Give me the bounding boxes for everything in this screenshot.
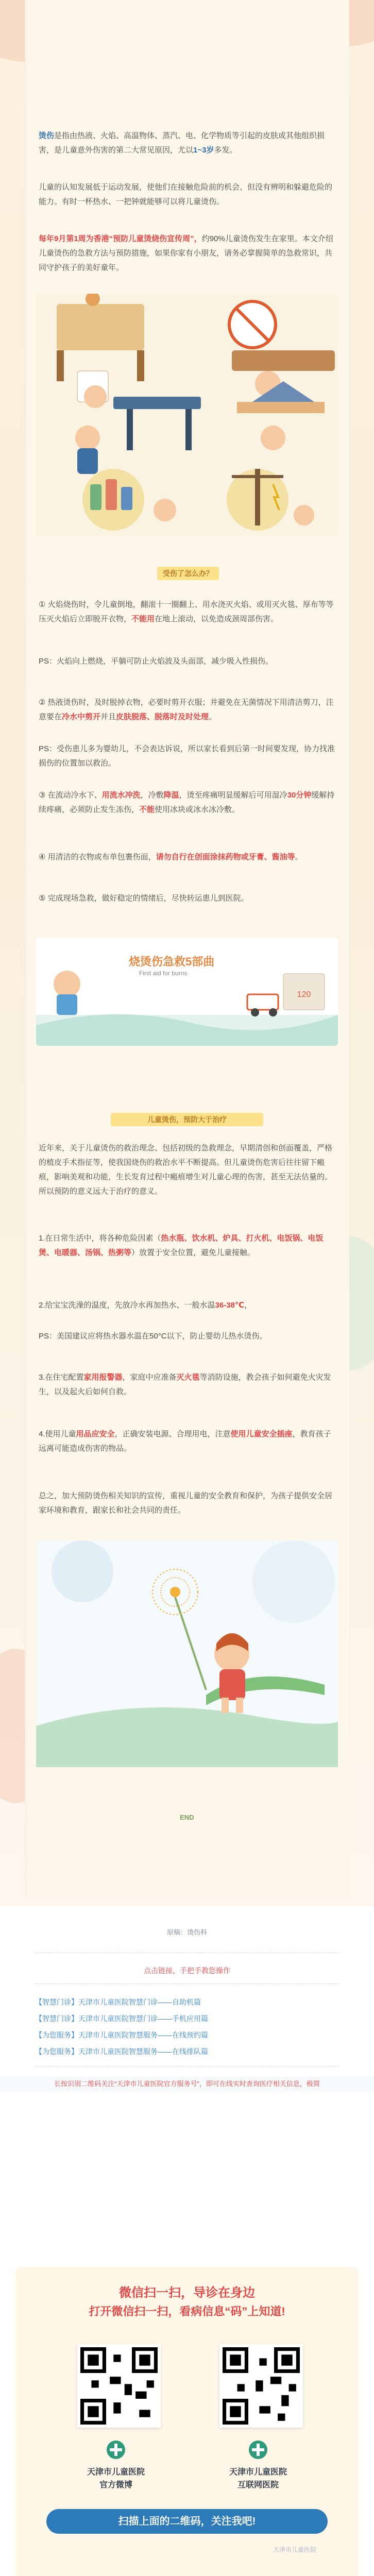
qr-pattern — [80, 2347, 158, 2425]
prev1-highlight: 热水瓶、饮水机、炉具、打火机、电饭锅、电饭煲、电暖器、汤锅、热粥等 — [39, 1234, 324, 1257]
step1-warning: 不能用 — [131, 615, 155, 623]
step4-warning: 请勿自行在创面涂抹药物或牙膏、酱油等 — [156, 853, 295, 861]
qr-label-left-2: 官方微博 — [99, 2481, 132, 2489]
qr-pattern — [223, 2347, 300, 2425]
prev3-mid: ，家庭中应准备 — [122, 1373, 177, 1382]
prev2-tail: ， — [244, 1301, 252, 1310]
first-aid-ps-1: PS：火焰向上燃烧，平躺可防止火焰波及头面部，减少吸入性损伤。 — [39, 657, 274, 666]
intro-paragraph-3 — [39, 232, 336, 275]
prev2-text: 2.给宝宝洗澡的温度，先放冷水再加热水、一般水温 — [39, 1301, 215, 1310]
prev3-highlight-a: 家用报警器 — [83, 1373, 123, 1382]
intro-tail: 多发。 — [214, 146, 237, 155]
step3-tail: 使用冰块或冰水冰冷敷。 — [155, 805, 240, 814]
first-aid-step-4 — [39, 850, 336, 865]
intro-text: 是指由热液、火焰、高温物体、蒸汽、电、化学物质等引起的皮肤或其他组织损害，是儿童意外伤害的第二大常见原因，尤以 — [39, 131, 325, 155]
section-title-first-aid: 受伤了怎么办？ — [157, 567, 219, 580]
prev3-highlight-b: 灭火毯 — [176, 1373, 200, 1382]
prev3-text: 3.在住宅配置 — [39, 1373, 84, 1382]
first-aid-banner — [36, 938, 338, 1046]
section-title-prevention: 儿童烫伤，预防大于治疗 — [111, 1113, 263, 1126]
prevention-step-3 — [39, 1370, 336, 1399]
qr-label-left-1: 天津市儿童医院 — [87, 2468, 145, 2477]
prevention-step-2 — [39, 1298, 336, 1313]
related-link-3[interactable]: 【为您服务】天津市儿童医院智慧服务——在线预约篇 — [35, 2031, 208, 2039]
step3-highlight-a: 用流水冲洗 — [101, 791, 141, 800]
intro-campaign: 每年9月第1周为香港“预防儿童烫烧伤宣传周”， — [39, 234, 202, 243]
intro-paragraph-2: 儿童的认知发展低于运动发展，使他们在接触危险前的机会、但没有辨明和躲避危险的能力。有时一杯热水、一把钟就能够可以将儿童烫伤。 — [39, 183, 333, 206]
prevention-intro: 近年来，关于儿童烫伤的救治理念、包括初级的急救理念，早期清创和创面覆盖，严格的植皮手术指征等，使我国烧伤的救治水平不断提高。但儿童烫伤危害后往往留下瘢痕，影响美观和功能，生长发育过程中瘢痕增生对儿童心理的伤害，甚至无法估量的。所以预防的意义远大于治疗的意义。 — [39, 1144, 333, 1196]
article-source: 原稿：烫伤科 — [166, 1928, 207, 1936]
scan-cta-banner: 扫描上面的二维码，关注我吧! — [46, 2509, 328, 2534]
step1-tail: 在地上滚动，以免造成颈周部伤害。 — [155, 615, 279, 623]
qr-section — [15, 2267, 359, 2576]
card-shadow — [25, 0, 28, 1896]
step2-tail: 。 — [209, 713, 217, 721]
intro-campaign-text: 约90%儿童烫伤发生在家里。本文介绍儿童烫伤的急救方法与预防措施，如果你家有小朋友，请务必掌握简单的急救常识，共同守护孩子的美好童年。 — [39, 234, 333, 272]
step3-warning: 不能 — [139, 805, 155, 814]
step2-text: ② 热液烫伤时，及时脱掉衣物，必要时剪开衣服；并避免在无菌情况下用清洁剪刀，注意要在 — [39, 698, 334, 721]
related-link-4[interactable]: 【为您服务】天津市儿童医院智慧服务——在线排队篇 — [35, 2047, 208, 2056]
prev1-tail: ）放置于安全位置，避免儿童接触。 — [131, 1248, 256, 1257]
prev4-highlight-a: 用品应安全 — [76, 1430, 115, 1438]
svg-text:120: 120 — [297, 990, 311, 999]
qr-label-right-2: 互联网医院 — [237, 2481, 279, 2489]
end-label: END — [180, 1814, 194, 1821]
prevention-step-4 — [39, 1427, 336, 1456]
prev2-temperature: 36-38℃ — [215, 1301, 245, 1310]
intro-paragraph-1 — [39, 129, 336, 158]
prev4-tail: ，教育孩子远离可能造成伤害的物品。 — [39, 1430, 331, 1453]
first-aid-step-2 — [39, 696, 336, 724]
prev1-text: 1.在日常生活中，将各种危险因素（ — [39, 1234, 161, 1243]
step3-mid2: 缓解持续疼痛，必须防止发生冻伤， — [39, 791, 335, 814]
hazard-illustration-grid — [36, 294, 338, 536]
related-link-2[interactable]: 【智慧门诊】天津市儿童医院智慧门诊——手机应用篇 — [35, 2014, 208, 2023]
qr-label-right-1: 天津市儿童医院 — [229, 2468, 287, 2477]
banner-title: 烧烫伤急救5部曲 — [129, 955, 215, 968]
qr-headline-2: 打开微信扫一扫，看病信息“码”上知道! — [89, 2305, 285, 2318]
prevention-ps-2: PS：美国建议应将热水器水温在50°C以下，防止婴幼儿热水烫伤。 — [39, 1332, 267, 1341]
prev4-text: 4.使用儿童 — [39, 1430, 76, 1438]
intro-age: 1~3岁 — [193, 146, 214, 155]
related-links — [35, 1994, 339, 2060]
prevention-step-1 — [39, 1231, 336, 1260]
step3-duration: 30分钟 — [287, 791, 312, 800]
girl-dandelion-illustration — [36, 1540, 338, 1767]
first-aid-step-3 — [39, 788, 336, 817]
first-aid-step-5: ⑤ 完成现场急救，做好稳定的情绪后，尽快转运患儿到医院。 — [39, 894, 249, 903]
step3-highlight-b: 降温 — [163, 791, 179, 800]
related-link-1[interactable]: 【智慧门诊】天津市儿童医院智慧门诊——自助机篇 — [35, 1998, 201, 2006]
step4-tail: 。 — [295, 853, 303, 861]
prev4-mid: ，正确安装电源、合理用电，注意 — [114, 1430, 231, 1438]
first-aid-step-1 — [39, 598, 336, 626]
step3-text: ③ 在流动冷水下、 — [39, 791, 102, 800]
step3-mid: ，烫至疼痛明显缓解后可用湿冷 — [179, 791, 287, 800]
qr-code-weibo[interactable] — [77, 2344, 161, 2428]
intro-lead: 烫伤 — [39, 131, 55, 140]
prev4-highlight-b: 使用儿童安全插座 — [230, 1430, 293, 1438]
hospital-logo-icon — [248, 2439, 268, 2460]
watermark: 天津市儿童医院 — [273, 2546, 317, 2553]
qr-headline-1: 微信扫一扫，导诊在身边 — [119, 2286, 255, 2300]
step2-highlight-a: 冷水中剪开 — [62, 713, 101, 721]
banner-subtitle: First aid for burns — [139, 970, 188, 977]
step1-text: ① 火焰烧伤时，令儿童倒地，翻滚十一圈翻上、用水浇灭火焰、或用灭火毯、厚布等等压灭火焰后立即脱开衣物， — [39, 600, 334, 623]
step4-text: ④ 用清洁的衣物或布单包裹伤面， — [39, 853, 156, 861]
step3-joiner: ，冷敷 — [140, 791, 164, 800]
prevention-closing: 总之，加大预防烫伤相关知识的宣传，重视儿童的安全教育和保护，为孩子提供安全居家环境和教育，跟家长和社会共同的责任。 — [39, 1492, 333, 1515]
step2-highlight-b: 皮肤脱落、脱落时及时处理 — [116, 713, 209, 721]
qr-code-internet-hospital[interactable] — [219, 2344, 303, 2428]
cta-text: 点击链接，手把手教您操作 — [144, 1967, 230, 1975]
prev3-tail: 等消防设施，教会孩子如何避免火灾发生，以及起火后如何自救。 — [39, 1373, 331, 1396]
first-aid-ps-2: PS：受伤患儿多为婴幼儿，不会表达诉说，所以家长看到后第一时间要发现，协力找准损伤的位置加以救治。 — [39, 744, 335, 768]
hospital-logo-icon — [106, 2439, 126, 2460]
follow-notice: 长按识别二维码关注“天津市儿童医院官方服务号”，即可在线实时查询医疗相关信息，极简 — [0, 2076, 374, 2092]
step2-joiner: 并且 — [100, 713, 116, 721]
